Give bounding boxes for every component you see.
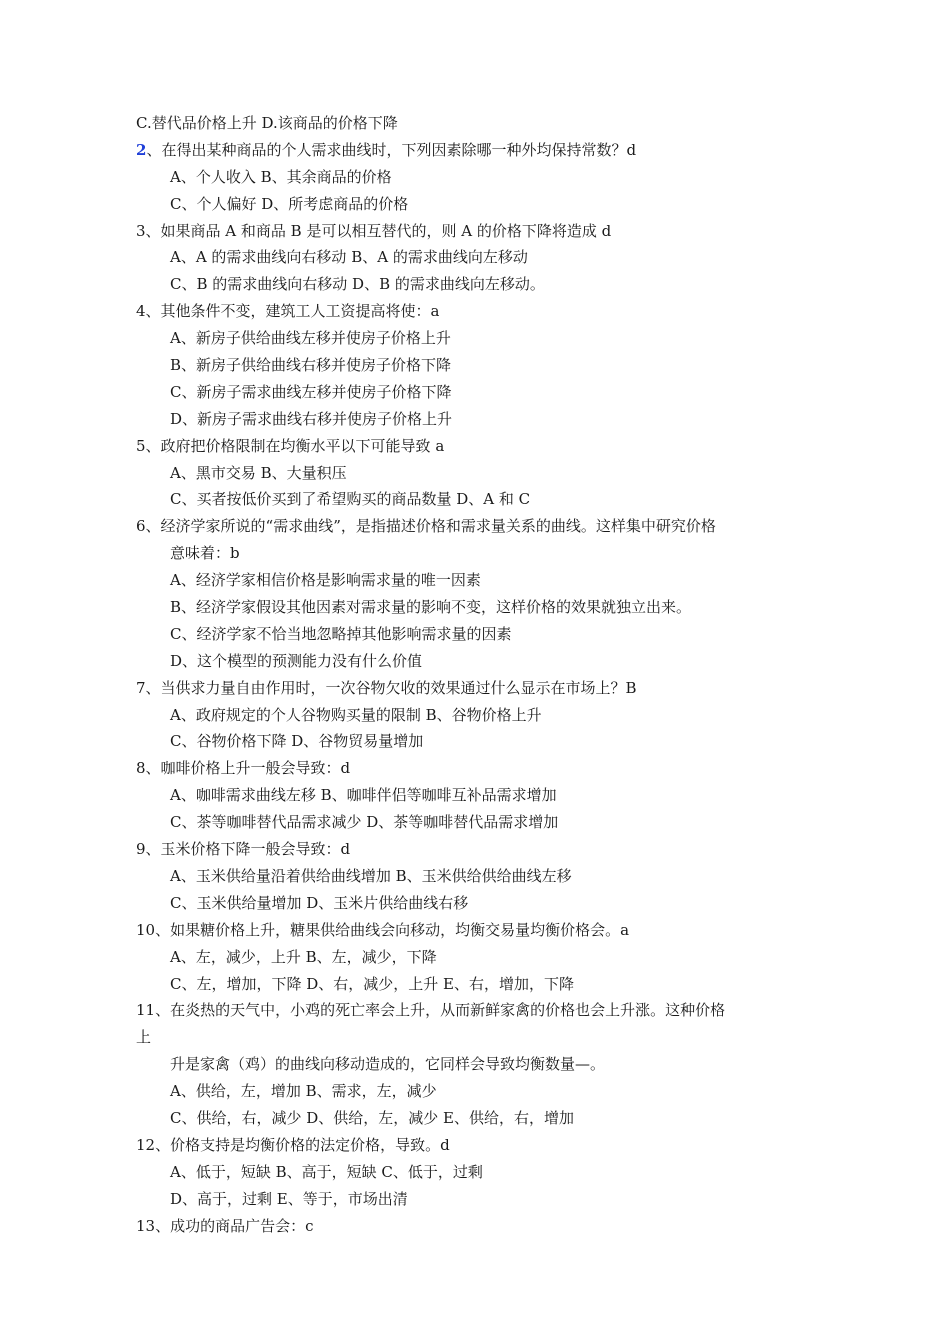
option-line: C、供给，右，减少 D、供给，左，减少 E、供给，右，增加 xyxy=(170,1108,574,1127)
option-line: A、咖啡需求曲线左移 B、咖啡伴侣等咖啡互补品需求增加 xyxy=(170,786,557,805)
option-line: D、这个模型的预测能力没有什么价值 xyxy=(170,651,423,670)
question-13: 13、成功的商品广告会：c xyxy=(136,1216,314,1235)
option-line: A、政府规定的个人谷物购买量的限制 B、谷物价格上升 xyxy=(170,705,542,724)
question-text: 、在得出某种商品的个人需求曲线时，下列因素除哪一种外均保持常数？d xyxy=(146,140,637,159)
question-2 xyxy=(136,137,816,164)
option-line: A、新房子供给曲线左移并使房子价格上升 xyxy=(170,329,451,348)
option-line: C、谷物价格下降 D、谷物贸易量增加 xyxy=(170,732,424,751)
option-line: C、B 的需求曲线向右移动 D、B 的需求曲线向左移动。 xyxy=(170,275,545,294)
question-11-wrap: 上 xyxy=(136,1028,152,1047)
question-12: 12、价格支持是均衡价格的法定价格，导致。d xyxy=(136,1135,450,1154)
option-line: A、经济学家相信价格是影响需求量的唯一因素 xyxy=(170,571,481,590)
question-list xyxy=(136,110,816,1239)
question-11-continuation: 升是家禽（鸡）的曲线向移动造成的，它同样会导致均衡数量—。 xyxy=(170,1055,606,1074)
option-line: C、个人偏好 D、所考虑商品的价格 xyxy=(170,194,409,213)
question-6-continuation: 意味着：b xyxy=(170,544,240,563)
option-line: A、玉米供给量沿着供给曲线增加 B、玉米供给供给曲线左移 xyxy=(170,866,572,885)
option-line: A、供给，左，增加 B、需求，左，减少 xyxy=(170,1082,437,1101)
question-6: 6、经济学家所说的“需求曲线”，是指描述价格和需求量关系的曲线。这样集中研究价格 xyxy=(136,517,716,536)
option-line: C、买者按低价买到了希望购买的商品数量 D、A 和 C xyxy=(170,490,531,509)
question-8: 8、咖啡价格上升一般会导致：d xyxy=(136,759,351,778)
option-line: B、新房子供给曲线右移并使房子价格下降 xyxy=(170,356,452,375)
option-line: C、玉米供给量增加 D、玉米片供给曲线右移 xyxy=(170,893,469,912)
option-line: A、黑市交易 B、大量积压 xyxy=(170,463,347,482)
question-9: 9、玉米价格下降一般会导致：d xyxy=(136,840,351,859)
question-number-highlight: 2 xyxy=(136,140,147,159)
option-line: C、新房子需求曲线左移并使房子价格下降 xyxy=(170,382,452,401)
question-5: 5、政府把价格限制在均衡水平以下可能导致 a xyxy=(136,436,445,455)
option-line: C、茶等咖啡替代品需求减少 D、茶等咖啡替代品需求增加 xyxy=(170,813,559,832)
question-10: 10、如果糖价格上升，糖果供给曲线会向移动，均衡交易量均衡价格会。a xyxy=(136,920,630,939)
option-line: B、经济学家假设其他因素对需求量的影响不变，这样价格的效果就独立出来。 xyxy=(170,598,692,617)
option-line: D、新房子需求曲线右移并使房子价格上升 xyxy=(170,409,453,428)
question-7: 7、当供求力量自由作用时，一次谷物欠收的效果通过什么显示在市场上？B xyxy=(136,678,637,697)
question-4: 4、其他条件不变，建筑工人工资提高将使：a xyxy=(136,302,440,321)
option-line: A、低于，短缺 B、高于，短缺 C、低于，过剩 xyxy=(170,1162,483,1181)
option-line: C、左，增加，下降 D、右，减少，上升 E、右，增加，下降 xyxy=(170,974,574,993)
option-line: A、A 的需求曲线向右移动 B、A 的需求曲线向左移动 xyxy=(170,248,528,267)
option-line: C、经济学家不恰当地忽略掉其他影响需求量的因素 xyxy=(170,624,512,643)
option-line: A、左，减少，上升 B、左，减少，下降 xyxy=(170,947,437,966)
question-3: 3、如果商品 A 和商品 B 是可以相互替代的，则 A 的价格下降将造成 d xyxy=(136,221,612,240)
text-line: C.替代品价格上升 D.该商品的价格下降 xyxy=(136,114,398,132)
question-11: 11、在炎热的天气中，小鸡的死亡率会上升，从而新鲜家禽的价格也会上升涨。这种价格 xyxy=(136,1001,726,1020)
option-line: A、个人收入 B、其余商品的价格 xyxy=(170,167,392,186)
option-line: D、高于，过剩 E、等于，市场出清 xyxy=(170,1189,408,1208)
